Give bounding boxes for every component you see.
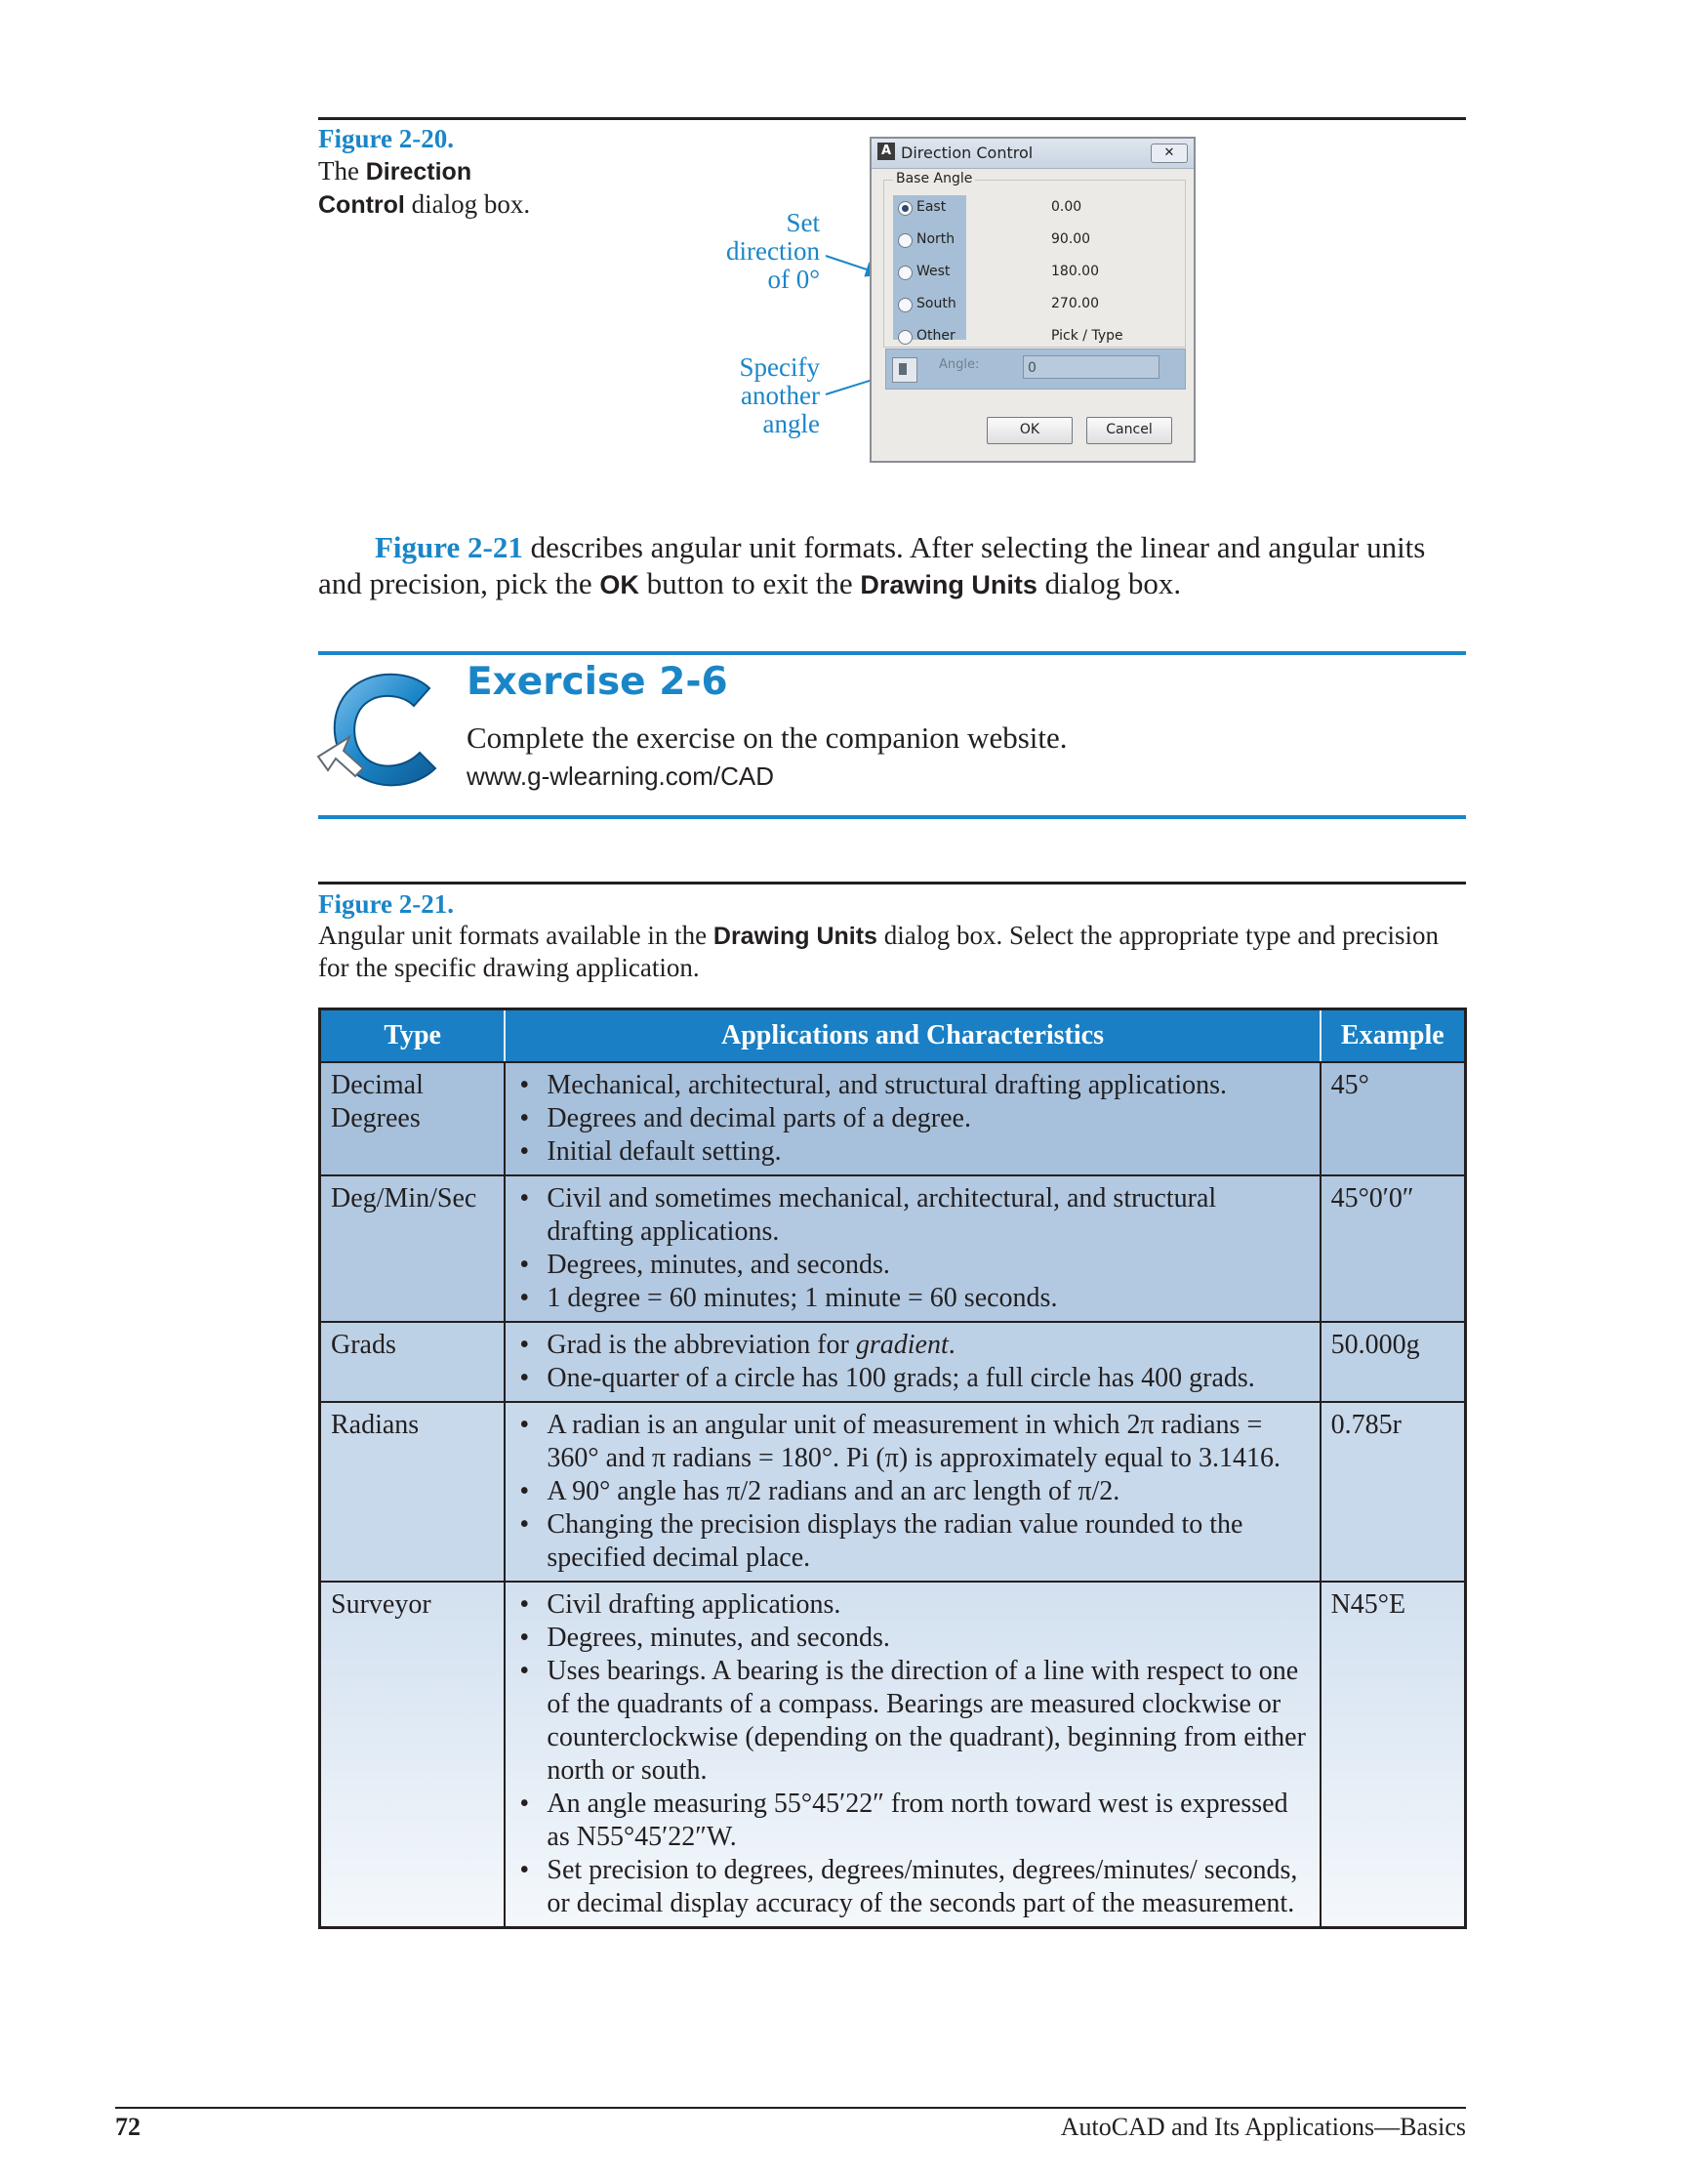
list-item: • Degrees, minutes, and seconds. [515,1249,1309,1282]
figure-2-21-top-rule [318,882,1466,885]
cancel-button[interactable]: Cancel [1086,417,1172,444]
paragraph-text: button to exit the [638,566,861,600]
running-footer-title: AutoCAD and Its Applications—Basics [1060,2113,1466,2141]
radio-west[interactable] [895,262,1188,283]
cell-type: Deg/Min/Sec [320,1175,506,1322]
figure-2-21-caption [318,888,1466,983]
cell-example: 45° [1321,1062,1466,1175]
pick-angle-icon[interactable] [892,357,917,383]
list-item: • Civil drafting applications. [515,1588,1309,1622]
caption-text-end: dialog box. Select the appropriate type and precision for the specific drawing application. [318,921,1440,982]
table-row [320,1582,1466,1928]
footer-rule [115,2107,1466,2109]
radio-south[interactable] [895,294,1188,315]
radio-east[interactable] [895,197,1188,219]
radio-value: 0.00 [1051,199,1082,215]
companion-website-logo [314,667,451,794]
radio-label: South [916,296,956,311]
cell-applications [505,1322,1320,1402]
column-header-example: Example [1321,1009,1466,1063]
callout-line: Specify [739,352,820,382]
figure-2-21-number: Figure 2-21. [318,889,454,919]
radio-value: 180.00 [1051,264,1099,279]
cell-example: 45°0′0″ [1321,1175,1466,1322]
list-item: • Degrees, minutes, and seconds. [515,1622,1309,1655]
callout-line: direction [726,236,820,266]
caption-bold-control: Control [318,191,405,219]
table-row [320,1175,1466,1322]
angle-label: Angle: [939,357,980,372]
list-item: • 1 degree = 60 minutes; 1 minute = 60 seconds. [515,1282,1309,1315]
list-item: • A radian is an angular unit of measurement in which 2π radians = 360° and π radians = 180°. Pi (π) is approximately equal to 3.1416. [515,1409,1309,1475]
table-row [320,1402,1466,1582]
radio-label: North [916,231,956,247]
radio-value: 270.00 [1051,296,1099,311]
dialog-title-bar [872,139,1194,169]
close-icon[interactable]: ✕ [1151,144,1188,163]
callout-line: Set [786,208,820,237]
cell-example: 50.000g [1321,1322,1466,1402]
caption-bold-direction: Direction [365,158,472,185]
list-item: • An angle measuring 55°45′22″ from north toward west is expressed as N55°45′22″W. [515,1788,1309,1854]
callout-line: of 0° [767,265,820,294]
callout-line: another [741,381,820,410]
column-header-type: Type [320,1009,506,1063]
callout-leader-lines [0,0,1708,586]
caption-text: Angular unit formats available in the [318,921,713,950]
caption-text-end: dialog box. [404,189,531,219]
ok-button[interactable]: OK [987,417,1073,444]
exercise-bottom-rule [318,815,1466,819]
exercise-url-link[interactable]: www.g-wlearning.com/CAD [467,761,774,791]
cell-applications [505,1582,1320,1928]
figure-reference: Figure 2-21 [375,530,523,564]
list-item: • Changing the precision displays the radian value rounded to the specified decimal place. [515,1508,1309,1575]
radio-other[interactable] [895,326,1188,348]
radio-label: East [916,199,947,215]
list-item: • Degrees and decimal parts of a degree. [515,1102,1309,1135]
dialog-title: Direction Control [901,144,1034,162]
list-item [515,1329,1309,1362]
paragraph-text: describes angular unit formats. After selecting the linear and angular units and precision, pick the [318,530,1426,600]
radio-button-icon[interactable] [898,266,913,280]
column-header-applications: Applications and Characteristics [505,1009,1320,1063]
figure-2-20-number: Figure 2-20. [318,124,454,153]
list-item-text: . [948,1330,956,1360]
body-paragraph [318,529,1470,603]
paragraph-bold-drawing-units: Drawing Units [860,570,1037,599]
radio-button-icon[interactable] [898,233,913,248]
table-row [320,1322,1466,1402]
list-item: • Set precision to degrees, degrees/minutes, degrees/minutes/ seconds, or decimal display accuracy of the seconds part of the measurement. [515,1854,1309,1920]
radio-button-icon[interactable] [898,201,913,216]
base-angle-label: Base Angle [893,171,975,186]
caption-bold-drawing-units: Drawing Units [712,923,877,950]
direction-control-dialog [870,137,1196,463]
page-number: 72 [115,2113,141,2141]
table-row [320,1062,1466,1175]
radio-button-icon[interactable] [898,330,913,345]
paragraph-text: dialog box. [1037,566,1182,600]
radio-label: Other [916,328,956,344]
autocad-icon: A [877,143,895,160]
list-item: • Initial default setting. [515,1135,1309,1169]
cell-type: Surveyor [320,1582,506,1928]
callout-line: angle [762,409,820,438]
cell-type: Radians [320,1402,506,1582]
list-item: • One-quarter of a circle has 100 grads; a full circle has 400 grads. [515,1362,1309,1395]
list-item: • Civil and sometimes mechanical, architectural, and structural drafting applications. [515,1182,1309,1249]
cell-example: N45°E [1321,1582,1466,1928]
radio-label: West [916,264,951,279]
caption-text: The [318,156,366,185]
list-item: • Mechanical, architectural, and structural drafting applications. [515,1069,1309,1102]
radio-value: Pick / Type [1051,328,1123,344]
table-header-row [320,1009,1466,1063]
radio-value: 90.00 [1051,231,1091,247]
list-item: • Uses bearings. A bearing is the direction of a line with respect to one of the quadrants of a compass. Bearings are measured clockwise or counterclockwise (depending on the quadrant), beginning from either north or south. [515,1655,1309,1788]
cell-type: Grads [320,1322,506,1402]
cell-applications [505,1175,1320,1322]
exercise-text: Complete the exercise on the companion website. [467,720,1068,755]
angle-input[interactable]: 0 [1023,355,1159,379]
paragraph-bold-ok: OK [599,570,639,599]
angle-row [885,349,1186,390]
list-item-text: Grad is the abbreviation for [547,1330,856,1360]
list-item: • A 90° angle has π/2 radians and an arc length of π/2. [515,1475,1309,1508]
radio-north[interactable] [895,229,1188,251]
exercise-top-rule [318,651,1466,655]
angular-units-table [318,1008,1467,1929]
cell-example: 0.785r [1321,1402,1466,1582]
radio-button-icon[interactable] [898,298,913,312]
cell-applications [505,1402,1320,1582]
list-item-emphasis: gradient [855,1330,949,1360]
cell-type: Decimal Degrees [320,1062,506,1175]
cell-applications [505,1062,1320,1175]
exercise-title: Exercise 2-6 [467,660,728,704]
